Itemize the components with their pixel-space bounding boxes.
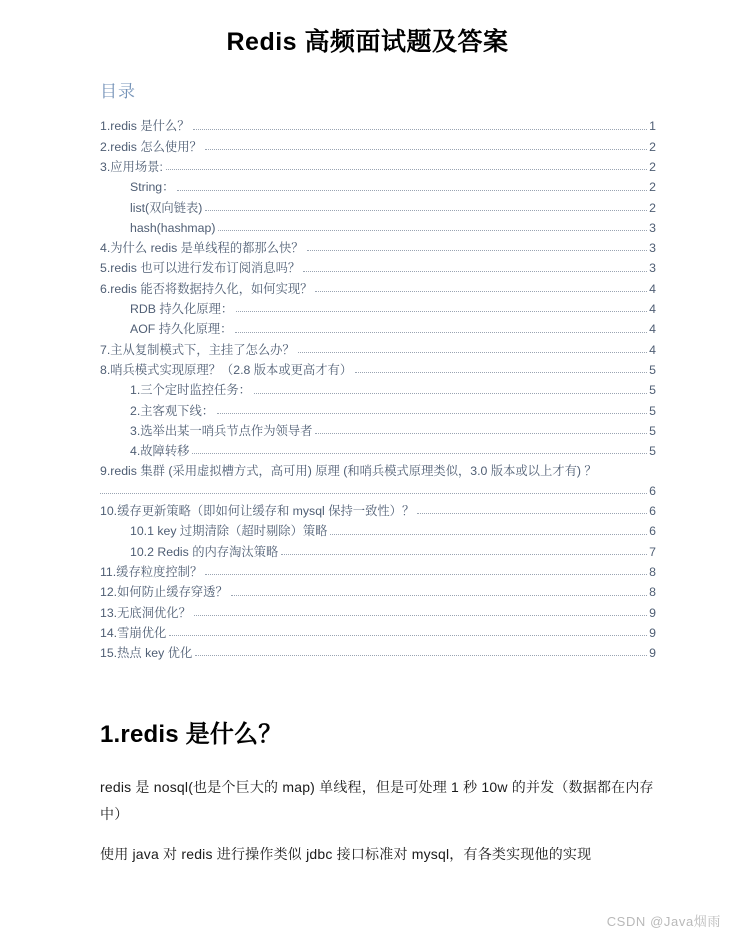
toc-leader-dots (205, 142, 647, 150)
toc-entry-label: 5.redis 也可以进行发布订阅消息吗？ (100, 261, 301, 276)
toc-entry[interactable] (100, 360, 656, 380)
toc-leader-dots (315, 284, 647, 292)
toc-entry-page: 5 (649, 403, 656, 418)
csdn-watermark: CSDN @Java烟雨 (606, 914, 721, 929)
toc-entry[interactable] (100, 380, 656, 400)
toc-leader-dots (193, 122, 647, 130)
toc-entry-label: 15.热点 key 优化 (100, 646, 193, 661)
toc-entry-page: 2 (649, 159, 656, 174)
toc-entry[interactable] (100, 461, 656, 481)
toc-entry-page: 5 (649, 444, 656, 459)
body-paragraph-2: 使用 java 对 redis 进行操作类似 jdbc 接口标准对 mysql，有各类实现他的实现 (100, 845, 592, 862)
toc-entry-label: 13.无底洞优化？ (100, 605, 191, 620)
toc-entry[interactable] (100, 218, 656, 238)
toc-leader-dots (307, 243, 647, 251)
toc-entry-page: 8 (649, 564, 656, 579)
toc-entry-page: 6 (649, 524, 656, 539)
toc-leader-dots (315, 426, 647, 434)
toc-entry-page: 2 (649, 139, 656, 154)
toc-leader-dots (177, 183, 647, 191)
toc-entry-label: 10.2 Redis 的内存淘汰策略 (130, 544, 279, 559)
toc-entry-page: 6 (649, 483, 656, 498)
toc-entry[interactable] (100, 643, 656, 663)
toc-entry-label: 8.哨兵模式实现原理？（2.8 版本或更高才有） (100, 362, 353, 377)
toc-leader-dots (100, 486, 647, 494)
toc-heading: 目录 (100, 82, 136, 101)
toc-entry-label: 4.故障转移 (130, 444, 190, 459)
toc-entry-page: 3 (649, 241, 656, 256)
toc-entry[interactable] (100, 279, 656, 299)
toc-entry[interactable] (100, 137, 656, 157)
toc-entry-label: 10.1 key 过期清除（超时剔除）策略 (130, 524, 328, 539)
toc-leader-dots (235, 325, 647, 333)
body-section (100, 720, 660, 868)
toc-entry-label: 2.主客观下线： (130, 403, 215, 418)
toc-entry-page: 3 (649, 261, 656, 276)
toc-entry[interactable] (100, 177, 656, 197)
toc-entry-label: 12.如何防止缓存穿透？ (100, 585, 228, 600)
toc-entry-page: 7 (649, 544, 656, 559)
toc-entry-page: 5 (649, 362, 656, 377)
toc-entry[interactable] (100, 116, 656, 136)
toc-leader-dots (303, 264, 647, 272)
toc-entry[interactable] (100, 521, 656, 541)
toc-entry-label: 11.缓存粒度控制？ (100, 564, 203, 579)
toc-entry[interactable] (100, 319, 656, 339)
toc-entry[interactable] (100, 542, 656, 562)
toc-entry-label: 3.选举出某一哨兵节点作为领导者 (130, 423, 313, 438)
toc-entry[interactable] (100, 198, 656, 218)
toc-entry[interactable] (100, 441, 656, 461)
toc-leader-dots (195, 648, 647, 656)
toc-entry-label: AOF 持久化原理： (130, 322, 233, 337)
toc-entry-label: hash(hashmap) (130, 220, 216, 235)
toc-entry[interactable] (100, 603, 656, 623)
toc-entry-label: 6.redis 能否将数据持久化，如何实现？ (100, 281, 313, 296)
table-of-contents (100, 82, 656, 663)
toc-leader-dots (217, 406, 647, 414)
toc-entry-page: 9 (649, 646, 656, 661)
toc-leader-dots (355, 365, 647, 373)
toc-entry-label: 4.为什么 redis 是单线程的都那么快？ (100, 241, 304, 256)
toc-entry-page: 9 (649, 605, 656, 620)
toc-leader-dots (236, 304, 647, 312)
toc-leader-dots (231, 588, 647, 596)
toc-leader-dots (281, 547, 647, 555)
toc-entry-label: 3.应用场景: (100, 159, 163, 174)
toc-leader-dots (205, 567, 647, 575)
toc-entry[interactable] (100, 299, 656, 319)
toc-leader-dots (330, 527, 647, 535)
toc-entry-continuation[interactable] (100, 482, 656, 501)
toc-leader-dots (205, 203, 647, 211)
toc-entry-label: RDB 持久化原理： (130, 302, 234, 317)
toc-entry[interactable] (100, 157, 656, 177)
toc-entry-label: 7.主从复制模式下，主挂了怎么办？ (100, 342, 295, 357)
toc-entry-page: 5 (649, 423, 656, 438)
toc-entry-page: 8 (649, 585, 656, 600)
toc-leader-dots (298, 345, 647, 353)
toc-leader-dots (417, 506, 647, 514)
toc-entry[interactable] (100, 562, 656, 582)
toc-entry-page: 6 (649, 504, 656, 519)
toc-leader-dots (218, 223, 647, 231)
toc-entry-label: 2.redis 怎么使用？ (100, 139, 202, 154)
toc-entry-page: 4 (649, 281, 656, 296)
toc-entry-page: 9 (649, 625, 656, 640)
toc-entry[interactable] (100, 421, 656, 441)
toc-leader-dots (169, 628, 647, 636)
body-paragraph-1: redis 是 nosql(也是个巨大的 map) 单线程，但是可处理 1 秒 10w 的并发（数据都在内存中） (100, 779, 654, 823)
toc-entry-page: 2 (649, 180, 656, 195)
toc-entry-page: 4 (649, 342, 656, 357)
toc-entry[interactable] (100, 340, 656, 360)
toc-entry-page: 3 (649, 220, 656, 235)
toc-entry[interactable] (100, 623, 656, 643)
toc-entry-label: 9.redis 集群 (采用虚拟槽方式，高可用) 原理 (和哨兵模式原理类似，3.0 版本或以上才有) ？ (100, 464, 597, 479)
document-title: Redis 高频面试题及答案 (226, 28, 509, 56)
toc-entry[interactable] (100, 258, 656, 278)
toc-entry[interactable] (100, 501, 656, 521)
toc-entry-page: 4 (649, 302, 656, 317)
toc-entry-label: list(双向链表) (130, 200, 203, 215)
toc-entry-label: String： (130, 180, 175, 195)
toc-leader-dots (192, 446, 647, 454)
toc-entry[interactable] (100, 238, 656, 258)
toc-entry-page: 4 (649, 322, 656, 337)
toc-leader-dots (166, 162, 647, 170)
toc-entry-label: 1.三个定时监控任务： (130, 383, 251, 398)
toc-entry-label: 1.redis 是什么？ (100, 119, 190, 134)
toc-entry[interactable] (100, 401, 656, 421)
toc-entry-label: 10.缓存更新策略（即如何让缓存和 mysql 保持一致性）？ (100, 504, 415, 519)
section-heading: 1.redis 是什么？ (100, 721, 283, 748)
toc-leader-dots (254, 386, 647, 394)
toc-entry-page: 2 (649, 200, 656, 215)
toc-entry-page: 1 (649, 119, 656, 134)
toc-leader-dots (194, 608, 647, 616)
toc-entry[interactable] (100, 582, 656, 602)
toc-entry-page: 5 (649, 383, 656, 398)
toc-entry-label: 14.雪崩优化 (100, 625, 167, 640)
toc-list (100, 116, 656, 663)
